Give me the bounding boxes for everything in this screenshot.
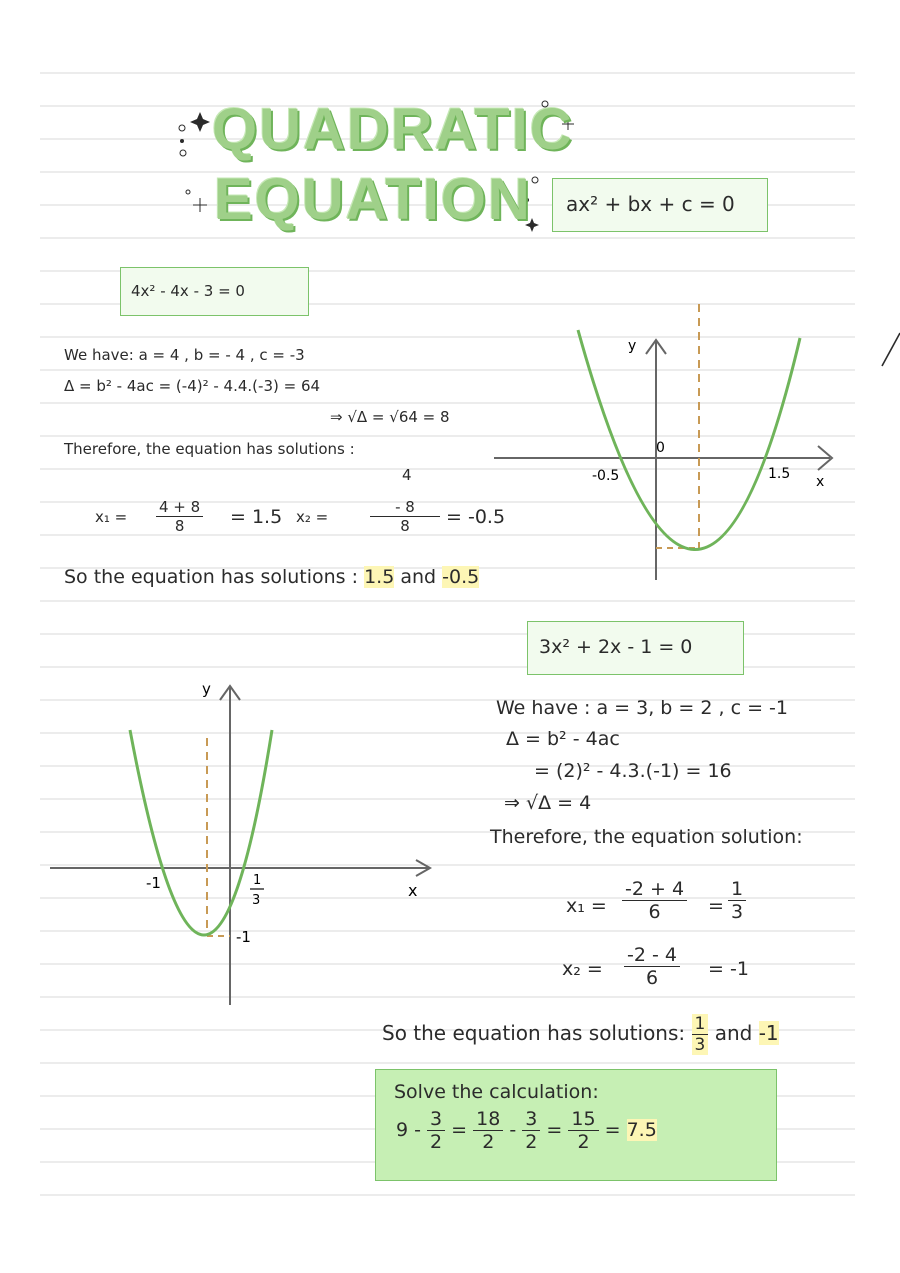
tick-right: 1.5 (768, 466, 791, 482)
example1-x1-denominator: 8 (174, 517, 185, 535)
calc-fraction-3 (522, 1108, 540, 1153)
example1-x2-num-top: 4 (402, 466, 412, 484)
example2-x2-result: = -1 (708, 958, 749, 980)
example2-x2-fraction (624, 944, 680, 989)
x-label: x (816, 474, 825, 490)
example1-x1-result: = 1.5 (230, 506, 283, 528)
example1-x1-numerator: 4 + 8 (156, 498, 203, 517)
example1-x1-fraction (156, 498, 203, 535)
calc-fraction-4 (568, 1108, 598, 1153)
vertex-label: -1 (236, 928, 251, 946)
calc-heading: Solve the calculation: (394, 1081, 599, 1103)
example1-graph (480, 290, 860, 580)
calc-equals-3: = (604, 1119, 621, 1141)
example1-x2-result: = -0.5 (446, 506, 506, 528)
example2-graph (50, 670, 450, 1010)
example1-and: and (400, 566, 437, 588)
calc-term-1: 9 - (396, 1119, 421, 1141)
y-label: y (202, 680, 211, 698)
calc-fraction-3-denominator: 2 (525, 1131, 538, 1153)
calc-fraction-1-denominator: 2 (430, 1131, 443, 1153)
example1-x2-label: x₂ = (296, 508, 329, 526)
calc-fraction-2-denominator: 2 (482, 1131, 495, 1153)
example1-delta: Δ = b² - 4ac = (-4)² - 4.4.(-3) = 64 (64, 377, 321, 395)
calc-expression (396, 1108, 657, 1153)
example2-x2-label: x₂ = (562, 958, 603, 980)
example2-solution-1-denominator: 3 (694, 1035, 706, 1055)
example1-sqrt: ⇒ √Δ = √64 = 8 (330, 408, 450, 426)
calc-equals-1: = (451, 1119, 468, 1141)
tick-left: -1 (146, 874, 161, 892)
title-line-1: QUADRATIC (212, 97, 574, 162)
example2-conclusion-text: So the equation has solutions: (382, 1021, 686, 1045)
example1-x1-label: x₁ = (95, 508, 128, 526)
calc-result: 7.5 (626, 1119, 657, 1141)
origin-label: 0 (656, 440, 665, 456)
calc-minus: - (509, 1119, 517, 1141)
tick-left: -0.5 (592, 468, 620, 484)
example2-x2-numerator: -2 - 4 (624, 944, 680, 967)
example2-x1-equals: = (708, 895, 724, 917)
example2-delta-line1: Δ = b² - 4ac (506, 728, 620, 750)
example2-solution-1-numerator: 1 (692, 1014, 709, 1035)
example2-solution-2: -1 (758, 1021, 779, 1045)
example2-therefore: Therefore, the equation solution: (490, 826, 803, 848)
calc-fraction-4-denominator: 2 (577, 1131, 590, 1153)
example2-x1-denominator: 6 (648, 901, 661, 923)
calc-equals-2: = (546, 1119, 563, 1141)
example1-therefore: Therefore, the equation has solutions : (64, 440, 355, 458)
example1-x2-numerator: - 8 (370, 498, 440, 517)
calc-fraction-3-numerator: 3 (522, 1108, 540, 1131)
example2-x1-result-denominator: 3 (731, 901, 744, 923)
example2-coeffs: We have : a = 3, b = 2 , c = -1 (496, 697, 788, 719)
example1-coeffs: We have: a = 4 , b = - 4 , c = -3 (64, 346, 305, 364)
title-line-2: EQUATION (214, 167, 532, 232)
y-label: y (628, 338, 637, 354)
example1-conclusion (64, 566, 479, 588)
example2-x1-result-numerator: 1 (728, 878, 746, 901)
x-label: x (408, 881, 418, 900)
example2-and: and (714, 1021, 753, 1045)
calc-fraction-2-numerator: 18 (473, 1108, 503, 1131)
example2-x1-fraction (622, 878, 687, 923)
example2-x1-numerator: -2 + 4 (622, 878, 687, 901)
example1-equation: 4x² - 4x - 3 = 0 (131, 282, 245, 300)
example2-x1-label: x₁ = (566, 895, 607, 917)
example2-equation: 3x² + 2x - 1 = 0 (539, 636, 693, 658)
example1-solution-2: -0.5 (442, 566, 480, 588)
example2-x2-denominator: 6 (645, 967, 659, 989)
example2-sqrt: ⇒ √Δ = 4 (504, 792, 592, 814)
tick-right-den: 3 (252, 893, 261, 908)
parabola (578, 330, 800, 550)
example2-x1-result (728, 878, 746, 923)
example1-x2-fraction (370, 498, 440, 535)
example1-x2-denominator: 8 (400, 517, 410, 535)
example1-conclusion-text: So the equation has solutions : (64, 566, 359, 588)
example1-solution-1: 1.5 (364, 566, 395, 588)
calc-fraction-1 (427, 1108, 445, 1153)
parabola (130, 730, 272, 935)
calc-fraction-1-numerator: 3 (427, 1108, 445, 1131)
tick-right-num: 1 (253, 873, 262, 888)
calc-fraction-4-numerator: 15 (568, 1108, 598, 1131)
calc-fraction-2 (473, 1108, 503, 1153)
general-form: ax² + bx + c = 0 (566, 192, 735, 216)
example2-conclusion (382, 1014, 779, 1055)
margin-stroke (882, 333, 900, 366)
example2-delta-line2: = (2)² - 4.3.(-1) = 16 (534, 760, 732, 782)
example2-solution-1 (692, 1014, 709, 1055)
